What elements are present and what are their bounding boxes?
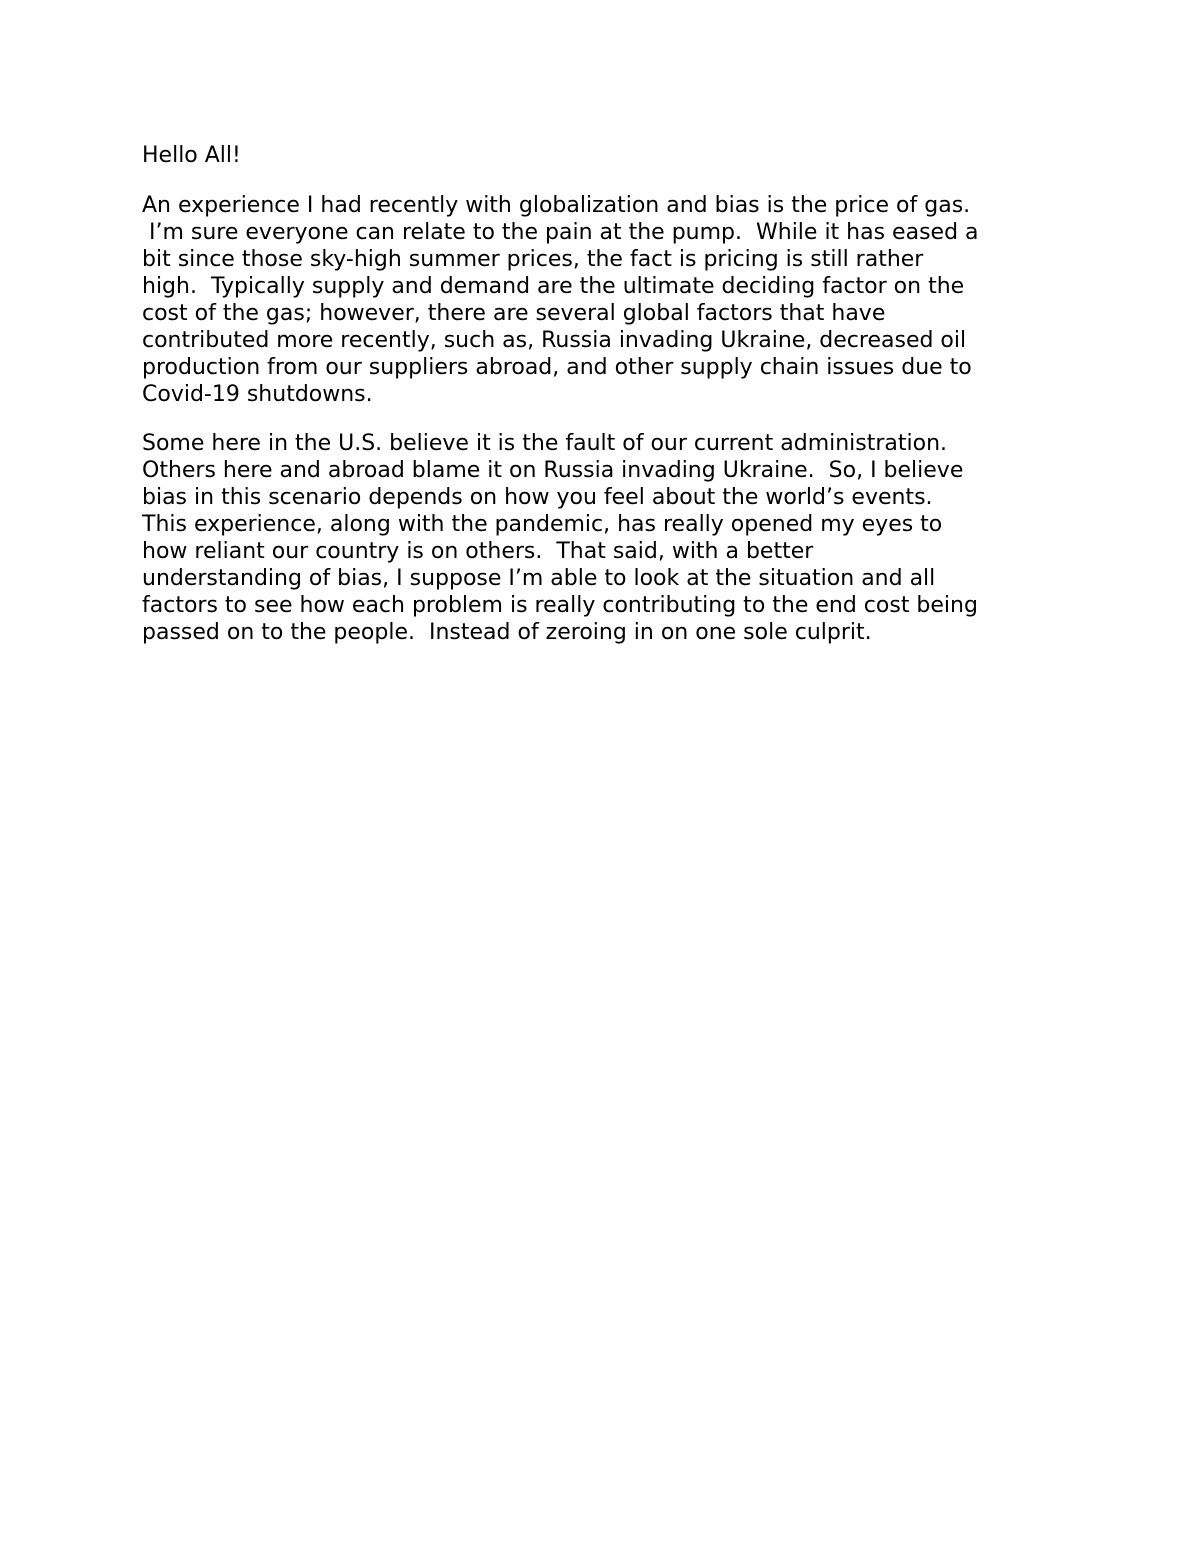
text-line: This experience, along with the pandemic, has really opened my eyes to: [142, 512, 943, 537]
paragraph-2: [142, 430, 1082, 646]
text-line: bit since those sky-high summer prices, the fact is pricing is still rather: [142, 247, 924, 272]
text-line: I’m sure everyone can relate to the pain at the pump. While it has eased a: [142, 220, 979, 245]
greeting: Hello All!: [142, 143, 241, 168]
text-line: cost of the gas; however, there are several global factors that have: [142, 301, 886, 326]
text-line: high. Typically supply and demand are the ultimate deciding factor on the: [142, 274, 965, 299]
text-line: understanding of bias, I suppose I’m able to look at the situation and all: [142, 566, 936, 591]
text-line: passed on to the people. Instead of zeroing in on one sole culprit.: [142, 620, 872, 645]
text-line: factors to see how each problem is really contributing to the end cost being: [142, 593, 978, 618]
paragraph-1: [142, 192, 1082, 408]
text-line: An experience I had recently with globalization and bias is the price of gas.: [142, 193, 971, 218]
text-line: bias in this scenario depends on how you feel about the world’s events.: [142, 485, 933, 510]
document-body: [142, 142, 1082, 668]
text-line: Others here and abroad blame it on Russia invading Ukraine. So, I believe: [142, 458, 964, 483]
text-line: Covid-19 shutdowns.: [142, 382, 373, 407]
text-line: contributed more recently, such as, Russia invading Ukraine, decreased oil: [142, 328, 967, 353]
text-line: how reliant our country is on others. That said, with a better: [142, 539, 814, 564]
text-line: Some here in the U.S. believe it is the fault of our current administration.: [142, 431, 948, 456]
text-line: production from our suppliers abroad, and other supply chain issues due to: [142, 355, 972, 380]
